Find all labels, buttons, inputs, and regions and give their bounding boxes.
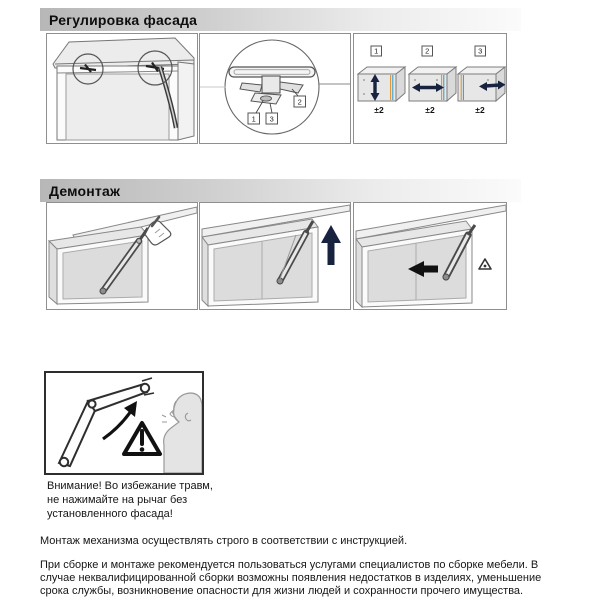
removal-step3-illustration <box>354 203 506 309</box>
cabinet-open-door-illustration <box>47 34 197 143</box>
disclaimer-text: При сборке и монтаже рекомендуется пользоваться услугами специалистов по сборке мебели. В случае неквалифицированной сборки возможны появления недостатков в изделиях, уменьшение срока службы, возникновение опасности для жизни людей и сохранности прочего имущества. <box>40 559 542 597</box>
panel-removal-step1 <box>46 202 198 310</box>
release-symbol-icon <box>479 259 491 269</box>
section-header-adjustment <box>40 8 521 31</box>
panel-warning-illustration <box>44 371 204 475</box>
svg-text:1: 1 <box>251 114 256 124</box>
fitting-detail-illustration <box>200 34 350 143</box>
warning-triangle-icon <box>124 423 160 454</box>
svg-text:3: 3 <box>269 114 274 124</box>
svg-text:2: 2 <box>297 97 302 107</box>
panel-removal-step3 <box>353 202 507 310</box>
callout-3 <box>266 113 278 124</box>
svg-text:1: 1 <box>374 46 379 56</box>
removal-step2-illustration <box>200 203 350 309</box>
tolerance-1: ±2 <box>374 105 384 115</box>
svg-text:3: 3 <box>478 46 483 56</box>
removal-step1-illustration <box>47 203 197 309</box>
adjust-box-depth <box>458 67 506 101</box>
warning-text: Внимание! Во избежание травм, не нажимайте на рычаг без установленного фасада! <box>47 480 213 520</box>
tolerance-3: ±2 <box>475 105 485 115</box>
callout-box-3 <box>475 46 486 56</box>
callout-2 <box>294 96 306 107</box>
callout-box-2 <box>422 46 433 56</box>
panel-removal-step2 <box>199 202 351 310</box>
warning-illustration <box>46 373 202 473</box>
svg-text:2: 2 <box>425 46 430 56</box>
tolerance-2: ±2 <box>425 105 435 115</box>
up-arrow-icon <box>321 225 341 265</box>
adjust-box-vertical <box>358 67 405 101</box>
callout-1 <box>248 113 260 124</box>
section-title-removal: Демонтаж <box>49 182 121 199</box>
panel-adjustment-directions <box>353 33 507 144</box>
panel-adjustment-overview <box>46 33 198 144</box>
assembly-note: Монтаж механизма осуществлять строго в соответствии с инструкцией. <box>40 535 408 547</box>
panel-adjustment-detail <box>199 33 351 144</box>
section-header-removal <box>40 179 521 202</box>
adjustment-boxes-illustration <box>354 34 506 143</box>
section-title-adjustment: Регулировка фасада <box>49 11 198 28</box>
person-head-icon <box>162 393 202 473</box>
adjust-box-horizontal <box>409 67 456 101</box>
callout-box-1 <box>371 46 382 56</box>
